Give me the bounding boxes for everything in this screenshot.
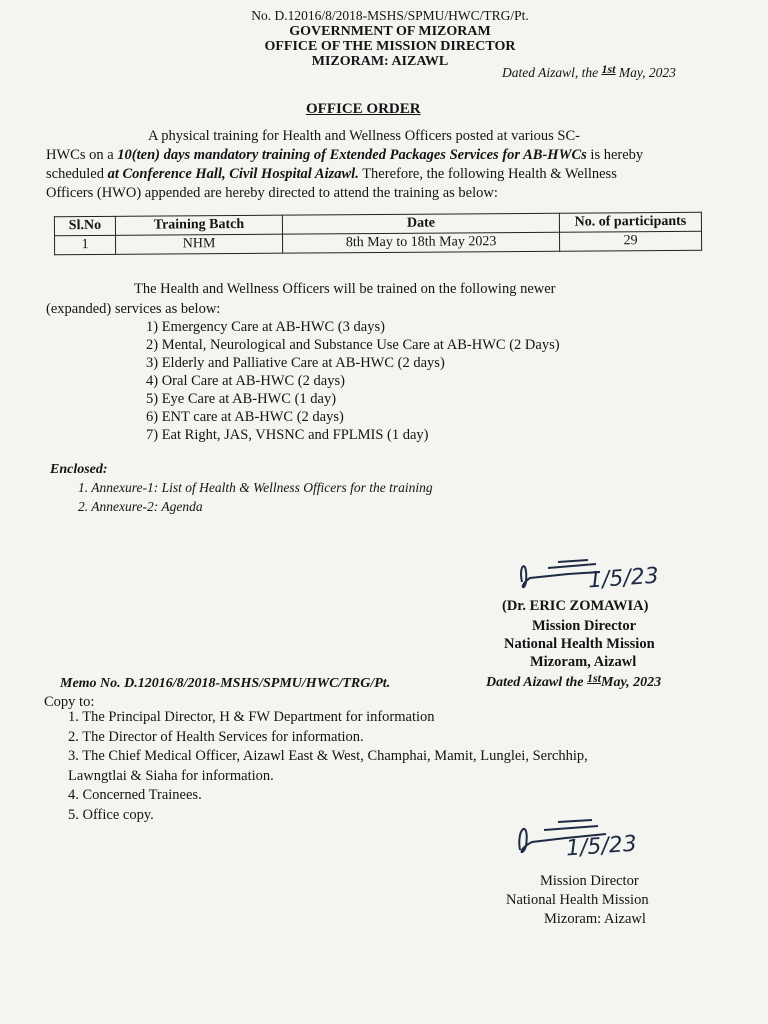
list-item: 4. Concerned Trainees. [68,787,202,803]
list-item: 4) Oral Care at AB-HWC (2 days) [146,373,345,389]
office-heading: OFFICE OF THE MISSION DIRECTOR [264,39,516,54]
col-participants: No. of participants [559,212,701,232]
issue-date-suffix: May, 2023 [618,65,676,80]
list-item: 6) ENT care at AB-HWC (2 days) [146,409,344,425]
memo-date-day: 1st [587,671,602,685]
copy-to-label: Copy to: [44,694,95,710]
location-heading: MIZORAM: AIZAWL [311,54,449,69]
signatory-name: (Dr. ERIC ZOMAWIA) [502,598,649,614]
services-intro-line-2: (expanded) services as below: [46,301,221,317]
enclosed-list [78,478,433,516]
reference-number: No. D.12016/8/2018-MSHS/SPMU/HWC/TRG/Pt. [251,8,529,23]
signatory-organisation: National Health Mission [504,636,655,652]
memo-date [486,671,661,691]
intro-line-3 [46,165,617,184]
list-item: 1. Annexure-1: List of Health & Wellness Officers for the training [78,480,433,495]
list-item: 5) Eye Care at AB-HWC (1 day) [146,391,337,407]
issue-date-day: 1st [601,62,616,76]
enclosed-label: Enclosed: [50,462,108,477]
signatory-2-organisation: National Health Mission [506,892,649,908]
intro-line-4: Officers (HWO) appended are hereby directed to attend the training as below: [46,185,498,201]
memo-date-prefix: Dated Aizawl the [486,675,584,690]
memo-date-suffix: May, 2023 [601,675,662,690]
intro-line-2-end: is hereby [586,147,644,163]
copy-to-list [68,708,588,825]
issue-date-prefix: Dated Aizawl, the [502,65,599,80]
cell-sl-no: 1 [55,235,116,254]
col-training-batch: Training Batch [115,215,282,235]
signature-2-date-scrawl: 1/5/23 [565,831,638,862]
training-title: 10(ten) days mandatory training of Extended Packages Services for AB-HWCs [117,147,587,163]
signatory-place: Mizoram, Aizawl [530,654,637,670]
training-venue: at Conference Hall, Civil Hospital Aizawl. [107,166,359,182]
list-item: 2. The Director of Health Services for information. [68,728,364,745]
memo-reference: Memo No. D.12016/8/2018-MSHS/SPMU/HWC/TRG/Pt. [60,676,391,691]
list-item: Lawngtlai & Siaha for information. [68,767,274,784]
document-title: OFFICE ORDER [306,101,421,117]
list-item: 2) Mental, Neurological and Substance Use Care at AB-HWC (2 Days) [146,337,560,353]
signatory-2-title: Mission Director [540,873,639,889]
list-item: 7) Eat Right, JAS, VHSNC and FPLMIS (1 day) [146,427,429,443]
services-intro-line-1: The Health and Wellness Officers will be trained on the following newer [134,281,556,297]
list-item: 2. Annexure-2: Agenda [78,499,203,514]
signatory-2-place: Mizoram: Aizawl [544,911,646,927]
list-item: 5. Office copy. [68,806,154,823]
government-heading: GOVERNMENT OF MIZORAM [289,24,491,39]
services-list [146,318,560,444]
intro-line-2 [46,146,643,165]
signature-1-date-scrawl: 1/5/23 [587,563,660,594]
list-item: 3. The Chief Medical Officer, Aizawl East & West, Champhai, Mamit, Lunglei, Serchhip, [68,748,588,764]
training-schedule-table [54,212,702,256]
intro-line-3-start: scheduled [46,166,108,182]
cell-training-batch: NHM [116,234,283,254]
col-sl-no: Sl.No [54,216,115,235]
intro-line-3-end: Therefore, the following Health & Wellness [358,166,617,182]
table-row [55,231,702,255]
intro-line-1: A physical training for Health and Wellness Officers posted at various SC- [148,128,580,144]
cell-participants: 29 [559,231,701,251]
list-item: 1. The Principal Director, H & FW Department for information [68,709,435,725]
list-item: 3) Elderly and Palliative Care at AB-HWC (2 days) [146,355,445,371]
cell-date: 8th May to 18th May 2023 [283,232,560,253]
intro-line-2-start: HWCs on a [46,147,118,163]
list-item: 1) Emergency Care at AB-HWC (3 days) [146,319,385,335]
col-date: Date [282,213,559,234]
signatory-title: Mission Director [532,618,637,634]
issue-date [502,62,676,81]
